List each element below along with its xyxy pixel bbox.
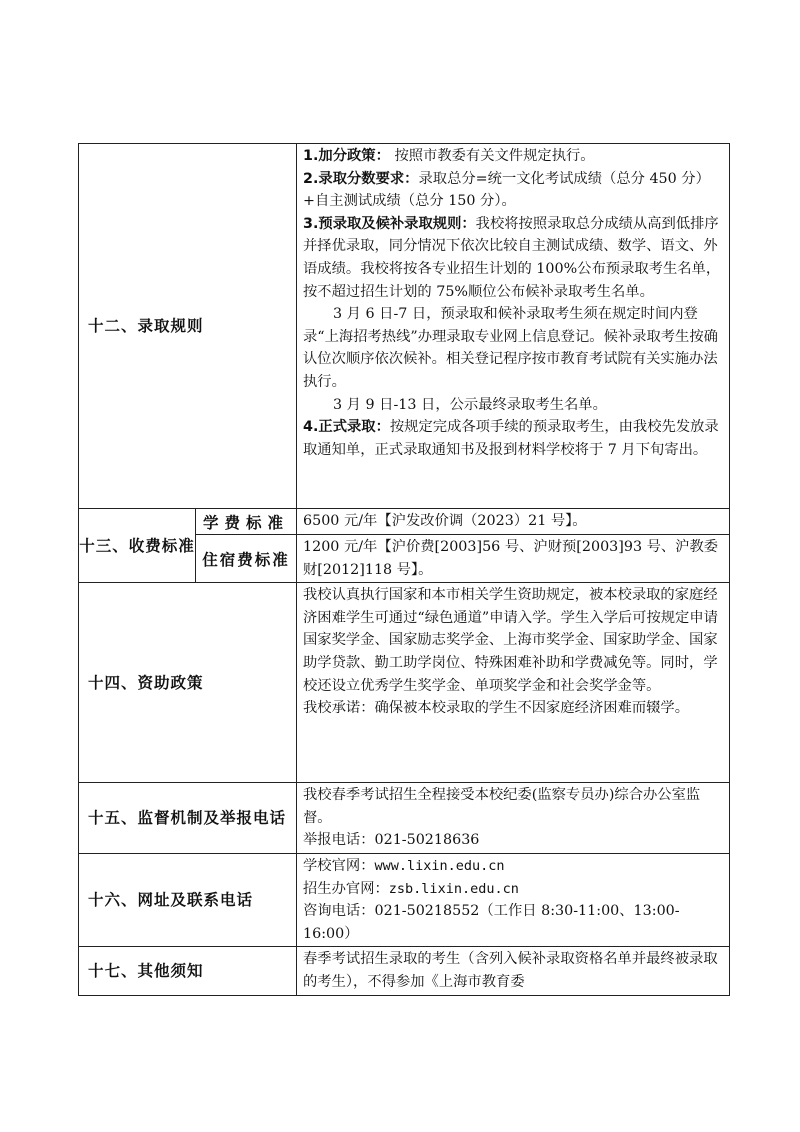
score-requirement-item bbox=[303, 168, 726, 213]
bonus-policy-heading: 1.加分政策： bbox=[303, 148, 390, 164]
admission-site-line bbox=[303, 878, 726, 901]
admission-rules-content bbox=[297, 144, 730, 509]
school-site-line bbox=[303, 855, 726, 878]
registration-paragraph: 3 月 6 日-7 日，预录取和候补录取考生须在规定时间内登录“上海招考热线”办理录取专业网上信息登记。候补录取考生按确认位次顺序依次候补。相关登记程序按市教育考试院有关实施办法执行。 bbox=[303, 306, 718, 390]
report-phone: 021-50218636 bbox=[374, 832, 480, 849]
score-requirement-heading: 2.录取分数要求： bbox=[303, 170, 419, 187]
supervision-content bbox=[297, 783, 730, 854]
row-admission-rules bbox=[79, 144, 730, 509]
section-title-fees: 十三、收费标准 bbox=[79, 509, 196, 583]
section-title-contact: 十六、网址及联系电话 bbox=[79, 853, 297, 946]
bonus-policy-item bbox=[303, 145, 726, 168]
pre-admission-item bbox=[303, 213, 726, 303]
publicity-paragraph: 3 月 9 日-13 日，公示最终录取考生名单。 bbox=[333, 396, 607, 413]
financial-aid-paragraph: 我校认真执行国家和本市相关学生资助规定，被本校录取的家庭经济困难学生可通过“绿色通道”申请入学。学生入学后可按规定申请国家奖学金、国家励志奖学金、上海市奖学金、国家助学金、国家助学贷款、勤工助学岗位、特殊困难补助和学费减免等。同时，学校还设立优秀学生奖学金、单项奖学金和社会奖学金等。 bbox=[303, 587, 718, 694]
row-other-notes bbox=[79, 947, 730, 995]
supervision-paragraph: 我校春季考试招生全程接受本校纪委(监察专员办)综合办公室监督。 bbox=[303, 787, 701, 826]
consult-phone-line bbox=[303, 900, 726, 945]
consult-phone-label: 咨询电话： bbox=[303, 903, 375, 920]
row-contact bbox=[79, 853, 730, 946]
consult-phone: 021-50218552（工作日 8:30-11:00、13:00-16:00） bbox=[303, 903, 680, 942]
formal-admission-text: 按规定完成各项手续的预录取考生，由我校先发放录取通知单，正式录取通知书及报到材料学校将于 7 月下旬寄出。 bbox=[303, 419, 719, 458]
tuition-label: 学费标准 bbox=[196, 509, 297, 535]
formal-admission-heading: 4.正式录取： bbox=[303, 419, 390, 436]
bonus-policy-text: 按照市教委有关文件规定执行。 bbox=[394, 148, 595, 164]
school-site-label: 学校官网： bbox=[303, 857, 375, 874]
formal-admission-item bbox=[303, 416, 726, 461]
financial-aid-content bbox=[297, 583, 730, 783]
section-title-supervision: 十五、监督机制及举报电话 bbox=[79, 783, 297, 854]
admission-site-link[interactable]: zsb.lixin.edu.cn bbox=[388, 880, 519, 897]
report-phone-label: 举报电话： bbox=[303, 832, 375, 849]
school-site-link[interactable]: www.lixin.edu.cn bbox=[374, 857, 505, 874]
pre-admission-text: 我校将按照录取总分成绩从高到低排序并择优录取，同分情况下依次比较自主测试成绩、数学、语文、外语成绩。我校将按各专业招生计划的 100%公布预录取考生名单，按不超过招生计划的 75%顺位公布候补录取考生名单。 bbox=[303, 215, 721, 300]
admission-site-label: 招生办官网： bbox=[303, 880, 389, 897]
section-title-financial-aid: 十四、资助政策 bbox=[79, 583, 297, 783]
financial-aid-commitment: 我校承诺：确保被本校录取的学生不因家庭经济困难而辍学。 bbox=[303, 700, 690, 717]
report-phone-line bbox=[303, 829, 726, 852]
lodging-label: 住宿费标准 bbox=[196, 535, 297, 583]
score-requirement-text: 录取总分=统一文化考试成绩（总分 450 分）+自主测试成绩（总分 150 分）。 bbox=[303, 170, 710, 210]
row-supervision bbox=[79, 783, 730, 854]
section-title-admission-rules: 十二、录取规则 bbox=[79, 144, 297, 509]
admission-rules-table bbox=[78, 143, 730, 996]
pre-admission-heading: 3.预录取及候补录取规则： bbox=[303, 215, 476, 232]
section-title-other-notes: 十七、其他须知 bbox=[79, 947, 297, 995]
row-fee-tuition bbox=[79, 509, 730, 535]
row-financial-aid bbox=[79, 583, 730, 783]
lodging-value: 1200 元/年【沪价费[2003]56 号、沪财预[2003]93 号、沪教委财[2012]118 号】。 bbox=[297, 535, 730, 583]
other-notes-content: 春季考试招生录取的考生（含列入候补录取资格名单并最终被录取的考生），不得参加《上海市教育委 bbox=[297, 947, 730, 995]
tuition-value: 6500 元/年【沪发改价调（2023）21 号】。 bbox=[297, 509, 730, 535]
contact-content bbox=[297, 853, 730, 946]
